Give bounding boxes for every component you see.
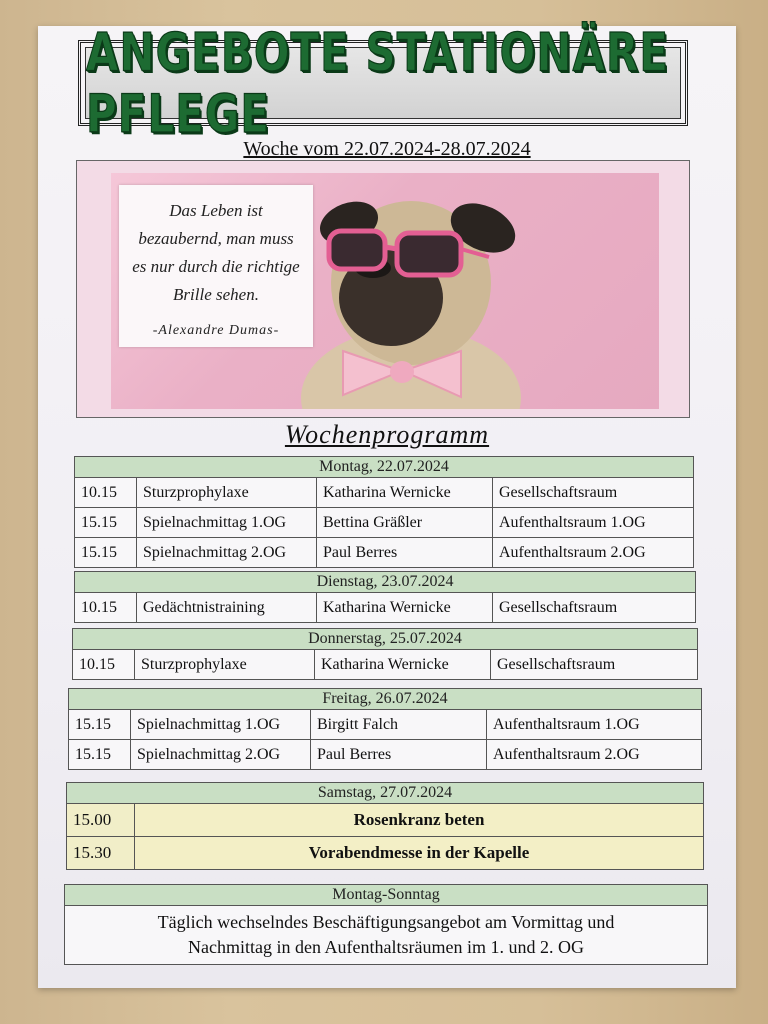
pug-photo	[111, 173, 659, 409]
room-cell: Aufenthaltsraum 2.OG	[493, 746, 640, 763]
room-cell: Gesellschaftsraum	[499, 484, 618, 501]
activity-cell: Sturzprophylaxe	[135, 650, 315, 679]
person-cell: Paul Berres	[311, 740, 487, 769]
program-title: Wochenprogramm	[284, 420, 490, 449]
time-cell: 15.30	[67, 837, 135, 869]
daily-description	[65, 906, 707, 964]
person-cell: Katharina Wernicke	[317, 593, 493, 622]
table-row	[69, 710, 701, 740]
room-cell: Gesellschaftsraum	[499, 599, 618, 616]
room-cell: Aufenthaltsraum 1.OG	[499, 514, 646, 531]
title-frame	[78, 21, 688, 145]
table-row	[73, 650, 697, 679]
quote-line: Das Leben ist	[169, 201, 263, 220]
person-cell: Birgitt Falch	[311, 710, 487, 739]
title-banner	[85, 21, 681, 145]
time-cell: 15.15	[75, 508, 137, 537]
day-block-saturday	[66, 782, 704, 870]
event-cell: Rosenkranz beten	[135, 804, 703, 836]
time-cell: 10.15	[75, 478, 137, 507]
quote-line: es nur durch die richtige	[132, 257, 300, 276]
table-row	[75, 538, 693, 567]
table-row	[67, 837, 703, 869]
day-header: Montag-Sonntag	[65, 885, 707, 906]
person-cell: Katharina Wernicke	[317, 478, 493, 507]
quote-line: bezaubernd, man muss	[138, 229, 294, 248]
time-cell: 15.15	[69, 710, 131, 739]
day-block-friday	[68, 688, 702, 770]
time-cell: 15.15	[69, 740, 131, 769]
table-row	[69, 740, 701, 769]
person-cell: Bettina Gräßler	[317, 508, 493, 537]
day-block-tuesday	[74, 571, 696, 623]
day-block-thursday	[72, 628, 698, 680]
activity-cell: Spielnachmittag 2.OG	[131, 740, 311, 769]
time-cell: 10.15	[73, 650, 135, 679]
room-cell: Aufenthaltsraum 1.OG	[493, 716, 640, 733]
person-cell: Paul Berres	[317, 538, 493, 567]
activity-cell: Gedächtnistraining	[137, 593, 317, 622]
day-header: Montag, 22.07.2024	[75, 457, 693, 478]
time-cell: 10.15	[75, 593, 137, 622]
room-cell: Gesellschaftsraum	[497, 656, 616, 673]
quote-card	[119, 185, 313, 347]
week-range: Woche vom 22.07.2024-28.07.2024	[243, 138, 531, 160]
day-header: Donnerstag, 25.07.2024	[73, 629, 697, 650]
daily-block	[64, 884, 708, 965]
time-cell: 15.15	[75, 538, 137, 567]
daily-line: Nachmittag in den Aufenthaltsräumen im 1. und 2. OG	[188, 937, 584, 957]
table-row	[75, 593, 695, 622]
page-title: ANGEBOTE STATIONÄRE PFLEGE	[86, 21, 670, 145]
quote-line: Brille sehen.	[173, 285, 259, 304]
daily-line: Täglich wechselndes Beschäftigungsangebot am Vormittag und	[157, 912, 615, 932]
activity-cell: Spielnachmittag 1.OG	[131, 710, 311, 739]
day-header: Freitag, 26.07.2024	[69, 689, 701, 710]
table-row	[67, 804, 703, 837]
table-row	[75, 478, 693, 508]
day-header: Dienstag, 23.07.2024	[75, 572, 695, 593]
table-row	[75, 508, 693, 538]
quote-author: -Alexandre Dumas-	[152, 323, 280, 338]
photo-frame	[76, 160, 690, 418]
event-cell: Vorabendmesse in der Kapelle	[135, 837, 703, 869]
activity-cell: Spielnachmittag 2.OG	[137, 538, 317, 567]
activity-cell: Sturzprophylaxe	[137, 478, 317, 507]
person-cell: Katharina Wernicke	[315, 650, 491, 679]
time-cell: 15.00	[67, 804, 135, 836]
day-block-monday	[74, 456, 694, 568]
activity-cell: Spielnachmittag 1.OG	[137, 508, 317, 537]
day-header: Samstag, 27.07.2024	[67, 783, 703, 804]
room-cell: Aufenthaltsraum 2.OG	[499, 544, 646, 561]
flyer-paper	[38, 21, 736, 988]
